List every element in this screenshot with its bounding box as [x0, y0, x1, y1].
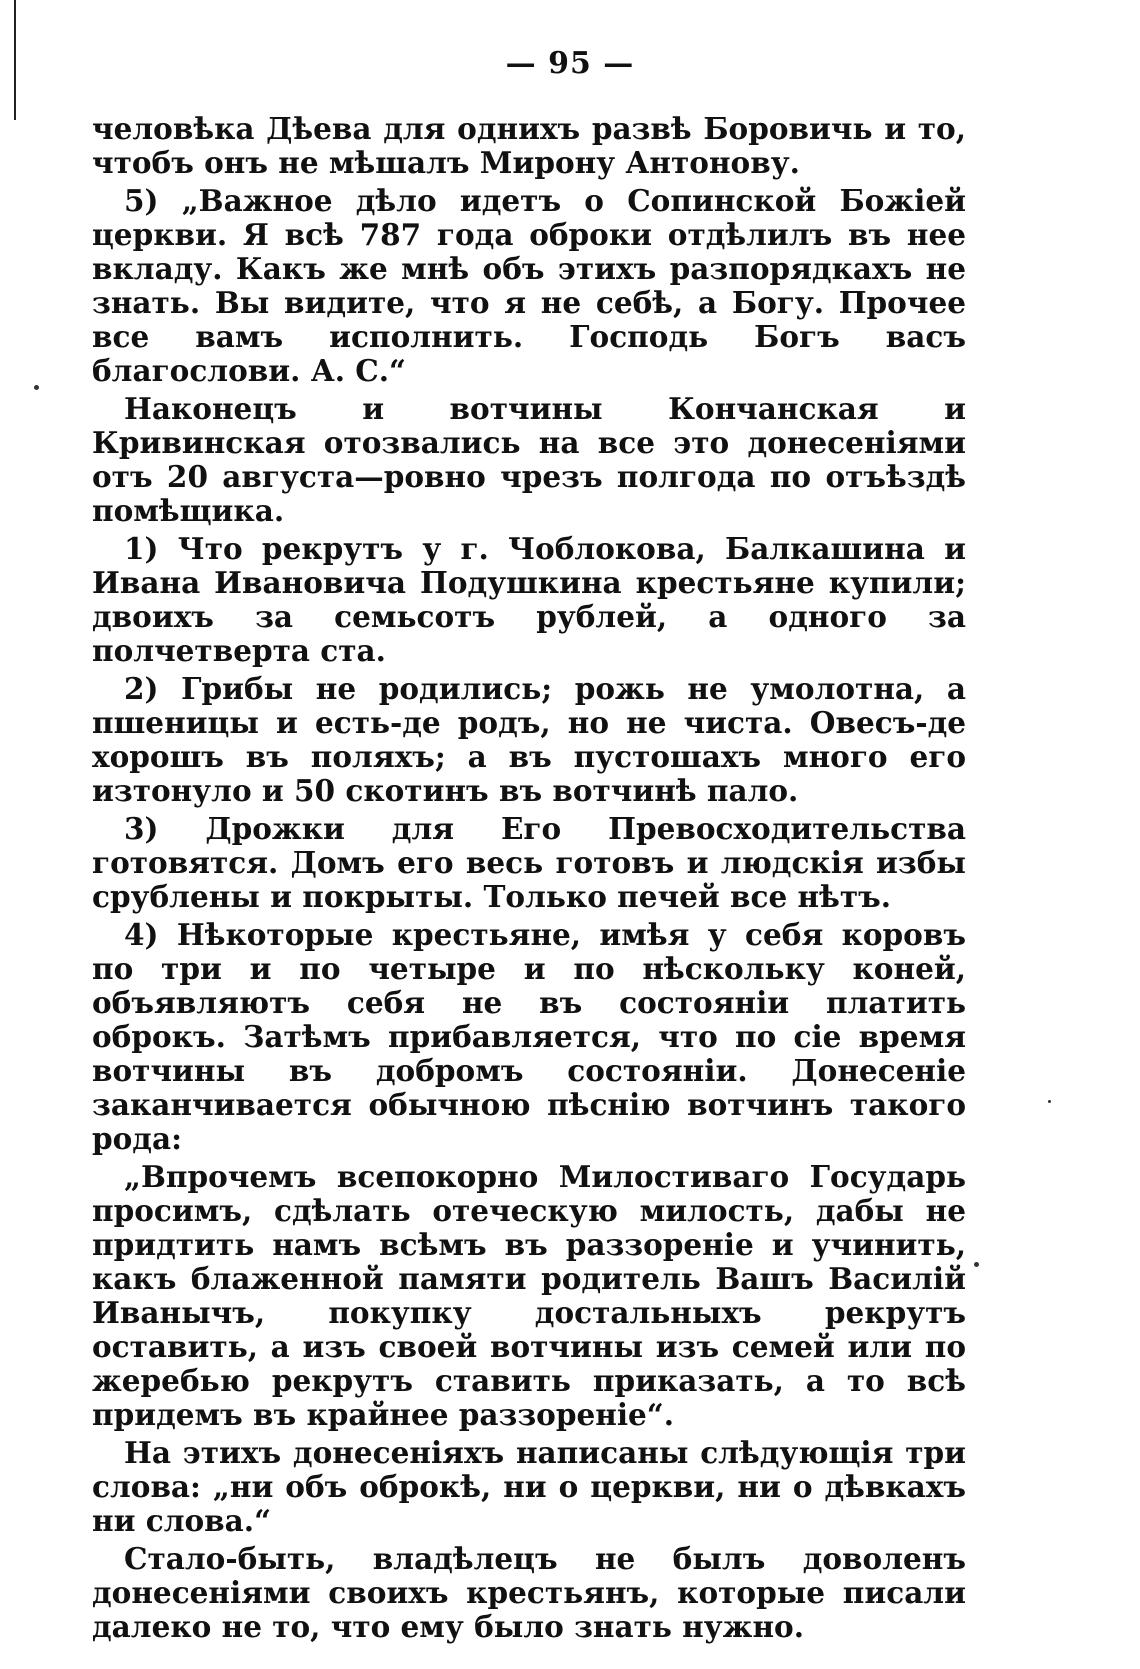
paragraph-2: 5) „Важное дѣло идетъ о Сопинской Божіей церкви. Я всѣ 787 года оброки отдѣлилъ въ нее вкладу. Какъ же мнѣ объ этихъ разпорядкахъ не знать. Вы видите, что я не себѣ, а Богу. Прочее все вамъ исполнить. Господь Богъ васъ благослови. А. С.“ — [92, 183, 966, 388]
paragraph-5: 2) Грибы не родились; рожь не умолотна, а пшеницы и есть-де родъ, но не чиста. Овесъ-де хорошъ въ поляхъ; а въ пустошахъ много его изтонуло и 50 скотинъ въ вотчинѣ пало. — [92, 671, 966, 808]
margin-speck — [1048, 1100, 1051, 1103]
body-text — [92, 112, 966, 1648]
margin-speck — [34, 385, 39, 390]
paragraph-4: 1) Что рекрутъ у г. Чоблокова, Балкашина и Ивана Ивановича Подушкина крестьяне купили; двоихъ за семьсотъ рублей, а одного за полчетверта ста. — [92, 531, 966, 668]
paragraph-1: человѣка Дѣева для однихъ развѣ Боровичь и то, чтобъ онъ не мѣшалъ Мирону Антонову. — [92, 111, 966, 180]
paragraph-10: Стало-быть, владѣлецъ не былъ доволенъ донесеніями своихъ крестьянъ, которые писали далеко не то, что ему было знать нужно. — [92, 1541, 966, 1644]
paragraph-7: 4) Нѣкоторые крестьяне, имѣя у себя коровъ по три и по четыре и по нѣскольку коней, объявляютъ себя не въ состояніи платить оброкъ. Затѣмъ прибавляется, что по сіе время вотчины въ добромъ состояніи. Донесеніе заканчивается обычною пѣснію вотчинъ такого рода: — [92, 917, 966, 1156]
paragraph-6: 3) Дрожки для Его Превосходительства готовятся. Домъ его весь готовъ и людскія избы срублены и покрыты. Только печей все нѣтъ. — [92, 811, 966, 914]
page-number: — 95 — — [505, 46, 635, 81]
margin-speck — [974, 1262, 979, 1267]
paragraph-3: Наконецъ и вотчины Кончанская и Кривинская отозвались на все это донесеніями отъ 20 августа—ровно чрезъ полгода по отъѣздѣ помѣщика. — [92, 391, 966, 528]
paragraph-8: „Впрочемъ всепокорно Милостиваго Государь просимъ, сдѣлать отеческую милость, дабы не придтить намъ всѣмъ въ раззореніе и учинить, какъ блаженной памяти родитель Вашъ Василій Иванычъ, покупку достальныхъ рекрутъ оставить, а изъ своей вотчины изъ семей или по жеребью рекрутъ ставить приказать, а то всѣ придемъ въ крайнее раззореніе“. — [92, 1159, 966, 1432]
paragraph-9: На этихъ донесеніяхъ написаны слѣдующія три слова: „ни объ оброкѣ, ни о церкви, ни о дѣвкахъ ни слова.“ — [92, 1435, 966, 1538]
